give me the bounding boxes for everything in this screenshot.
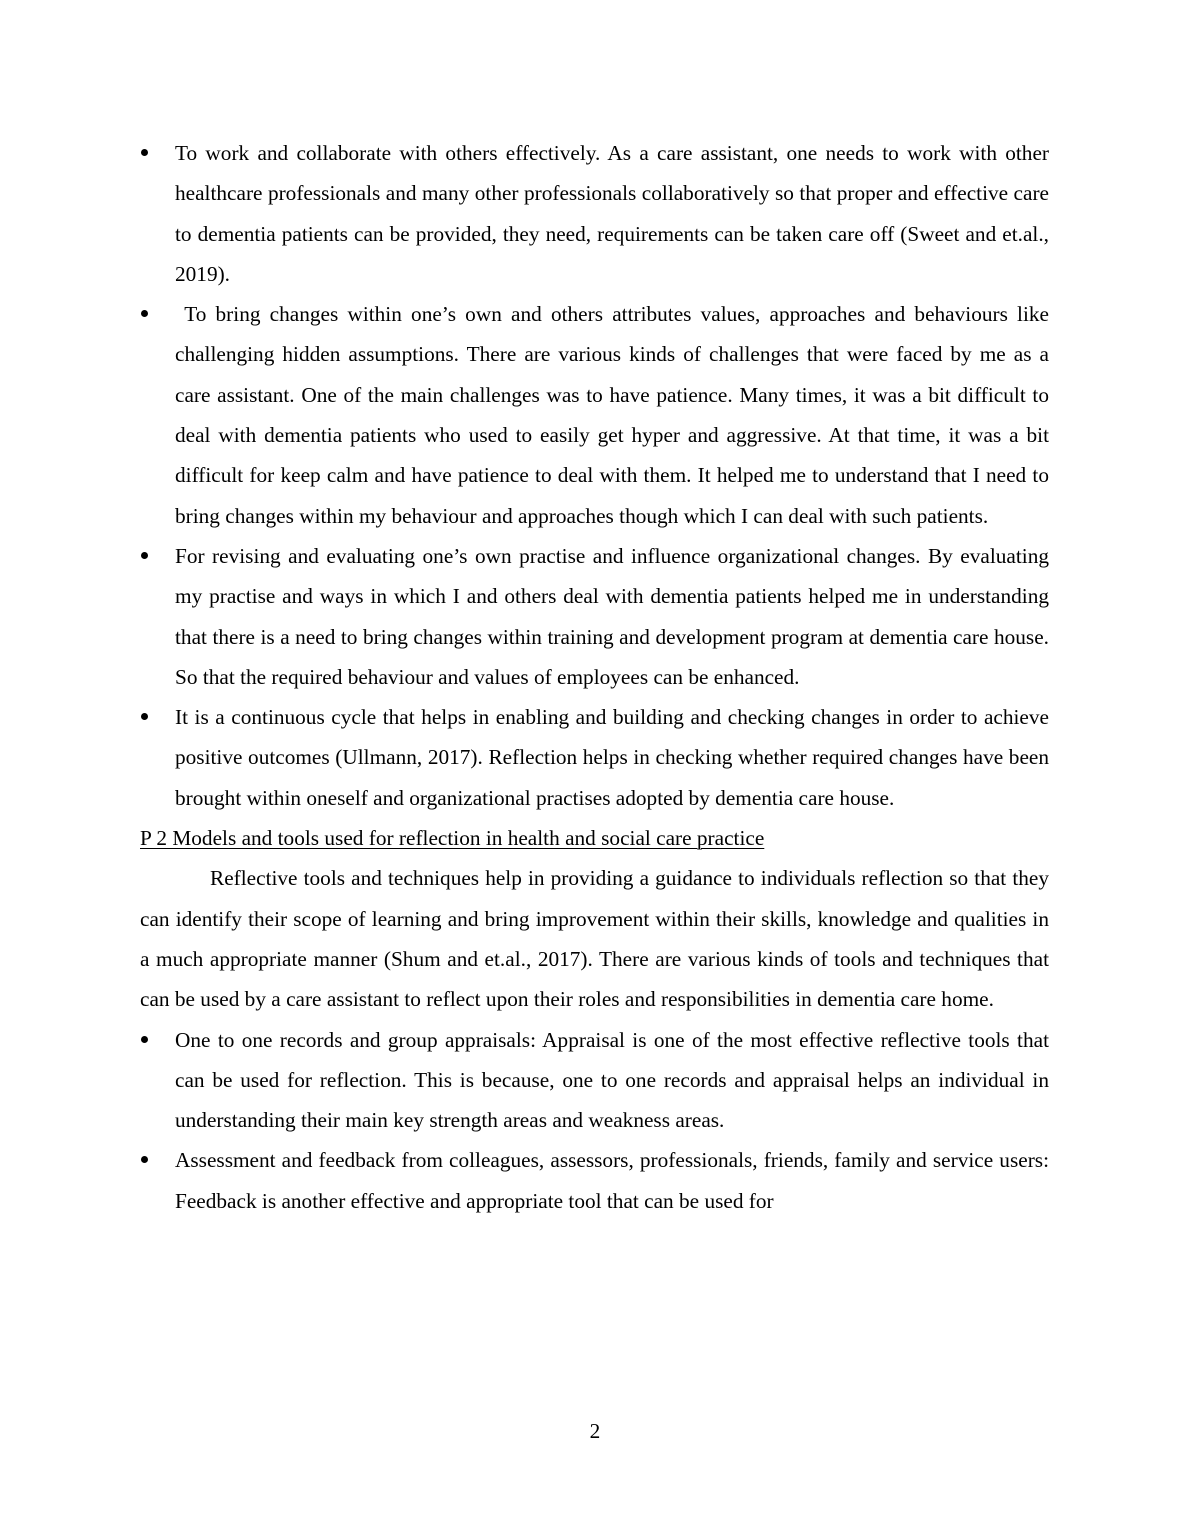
body-paragraph: Reflective tools and techniques help in providing a guidance to individuals reflection so that they can identify their scope of learning and bring improvement within their skills, knowledge and qualities in a much appropriate manner (Shum and et.al., 2017). There are various kinds of tools and techniques that can be used by a care assistant to reflect upon their roles and responsibilities in dementia care home. [140, 866, 1049, 1012]
list-item-text: One to one records and group appraisals: Appraisal is one of the most effective reflective tools that can be used for reflection. This is because, one to one records and appraisal helps an individual in understanding their main key strength areas and weakness areas. [175, 1027, 1049, 1133]
list-item [140, 1140, 1049, 1221]
bullet-icon [141, 713, 148, 720]
list-item [140, 133, 1049, 294]
list-item-text: Assessment and feedback from colleagues, assessors, professionals, friends, family and service users: Feedback is another effective and appropriate tool that can be used for [175, 1148, 1049, 1213]
bullet-icon [141, 1036, 148, 1043]
bullet-icon [141, 552, 148, 559]
page-number: 2 [589, 1419, 601, 1443]
list-item [140, 294, 1055, 536]
list-item-text: It is a continuous cycle that helps in enabling and building and checking changes in order to achieve positive outcomes (Ullmann, 2017). Reflection helps in checking whether required changes have been brought within oneself and organizational practises adopted by dementia care house. [175, 705, 1049, 810]
section-heading: P 2 Models and tools used for reflection in health and social care practice [140, 826, 765, 851]
list-item [140, 536, 1049, 697]
bullet-icon [141, 310, 148, 317]
bullet-list-bottom [140, 1020, 1049, 1221]
list-item-text: For revising and evaluating one’s own practise and influence organizational changes. By evaluating my practise and ways in which I and others deal with dementia patients helped me in understanding that there is a need to bring changes within training and development program at dementia care house. So that the required behaviour and values of employees can be enhanced. [175, 543, 1049, 689]
bullet-icon [141, 1156, 148, 1163]
list-item [140, 697, 1049, 818]
list-item-text: To bring changes within one’s own and others attributes values, approaches and behaviours like challenging hidden assumptions. There are various kinds of challenges that were faced by me as a care assistant. One of the main challenges was to have patience. Many times, it was a bit difficult to deal with dementia patients who used to easily get hyper and aggressive. At that time, it was a bit difficult for keep calm and have patience to deal with them. It helped me to understand that I need to bring changes within my behaviour and approaches though which I can deal with such patients. [175, 302, 1055, 528]
list-item [140, 1020, 1049, 1141]
list-item-text: To work and collaborate with others effectively. As a care assistant, one needs to work with other healthcare professionals and many other professionals collaboratively so that proper and effective care to dementia patients can be provided, they need, requirements can be taken care off (Sweet and et.al., 2019). [175, 141, 1049, 286]
bullet-list-top [140, 133, 1055, 818]
bullet-icon [141, 149, 148, 156]
page-content [140, 133, 1055, 1221]
